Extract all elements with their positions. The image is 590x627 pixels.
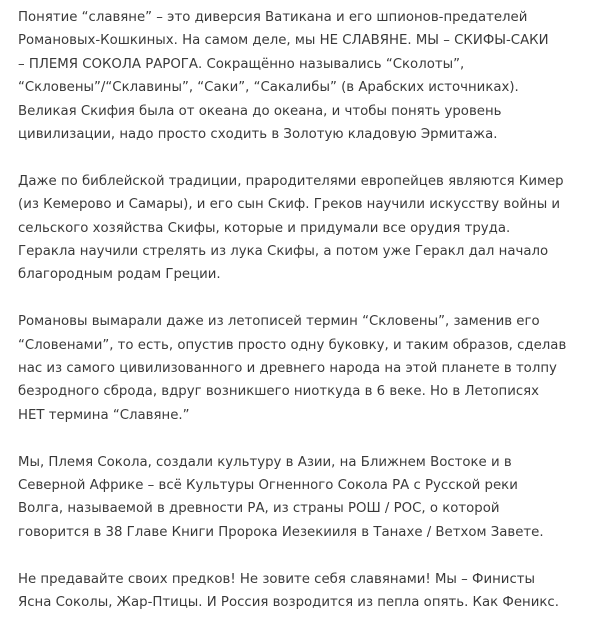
text-line: “Скловены”/“Склавины”, “Саки”, “Сакалибы” (в Арабских источниках).	[18, 80, 519, 96]
text-line: Геракла научили стрелять из лука Скифы, а потом уже Геракл дал начало	[18, 244, 549, 260]
paragraph-4	[18, 451, 584, 545]
text-line: Даже по библейской традиции, прародителями европейцев являются Кимер	[18, 173, 564, 189]
text-line: Волга, называемой в древности РА, из страны РОШ / РОС, о которой	[18, 501, 500, 517]
paragraph-5	[18, 568, 584, 615]
paragraph-gap	[18, 544, 584, 567]
text-line: НЕТ термина “Славяне.”	[18, 407, 190, 423]
text-line: Не предавайте своих предков! Не зовите себя славянами! Мы – Финисты	[18, 571, 536, 587]
text-line: Великая Скифия была от океана до океана, и чтобы понять уровень	[18, 103, 502, 119]
paragraph-gap	[18, 287, 584, 310]
text-line: – ПЛЕМЯ СОКОЛА РАРОГА. Сокращённо назывались “Сколоты”,	[18, 56, 465, 72]
text-line: нас из самого цивилизованного и древнего народа на этой планете в толпу	[18, 361, 557, 377]
text-line: “Словенами”, то есть, опустив просто одну буковку, и таким образов, сделав	[18, 337, 567, 353]
text-line: говорится в 38 Главе Книги Пророка Иезекииля в Танахе / Ветхом Завете.	[18, 524, 544, 540]
text-line: Романовых-Кошкиных. На самом деле, мы НЕ СЛАВЯНЕ. МЫ – СКИФЫ-САКИ	[18, 33, 549, 49]
text-line: Ясна Соколы, Жар-Птицы. И Россия возродится из пепла опять. Как Феникс.	[18, 595, 559, 611]
paragraph-1	[18, 6, 584, 146]
text-line: Северной Африке – всё Культуры Огненного Сокола РА с Русской реки	[18, 478, 518, 494]
text-line: Мы, Племя Сокола, создали культуру в Азии, на Ближнем Востоке и в	[18, 454, 512, 470]
paragraph-gap	[18, 146, 584, 169]
text-line: цивилизации, надо просто сходить в Золотую кладовую Эрмитажа.	[18, 127, 498, 143]
article-text	[18, 6, 584, 615]
text-line: безродного сброда, вдруг возникшего ниоткуда в 6 веке. Но в Летописях	[18, 384, 540, 400]
text-line: Понятие “славяне” – это диверсия Ватикана и его шпионов-предателей	[18, 10, 528, 25]
text-line: Романовы вымарали даже из летописей термин “Скловены”, заменив его	[18, 314, 540, 330]
paragraph-3	[18, 310, 584, 427]
text-line: благородным родам Греции.	[18, 267, 221, 283]
text-line: сельского хозяйства Скифы, которые и придумали все орудия труда.	[18, 220, 511, 236]
paragraph-gap	[18, 427, 584, 450]
paragraph-2	[18, 170, 584, 287]
text-line: (из Кемерово и Самары), и его сын Скиф. Греков научили искусству войны и	[18, 197, 561, 213]
